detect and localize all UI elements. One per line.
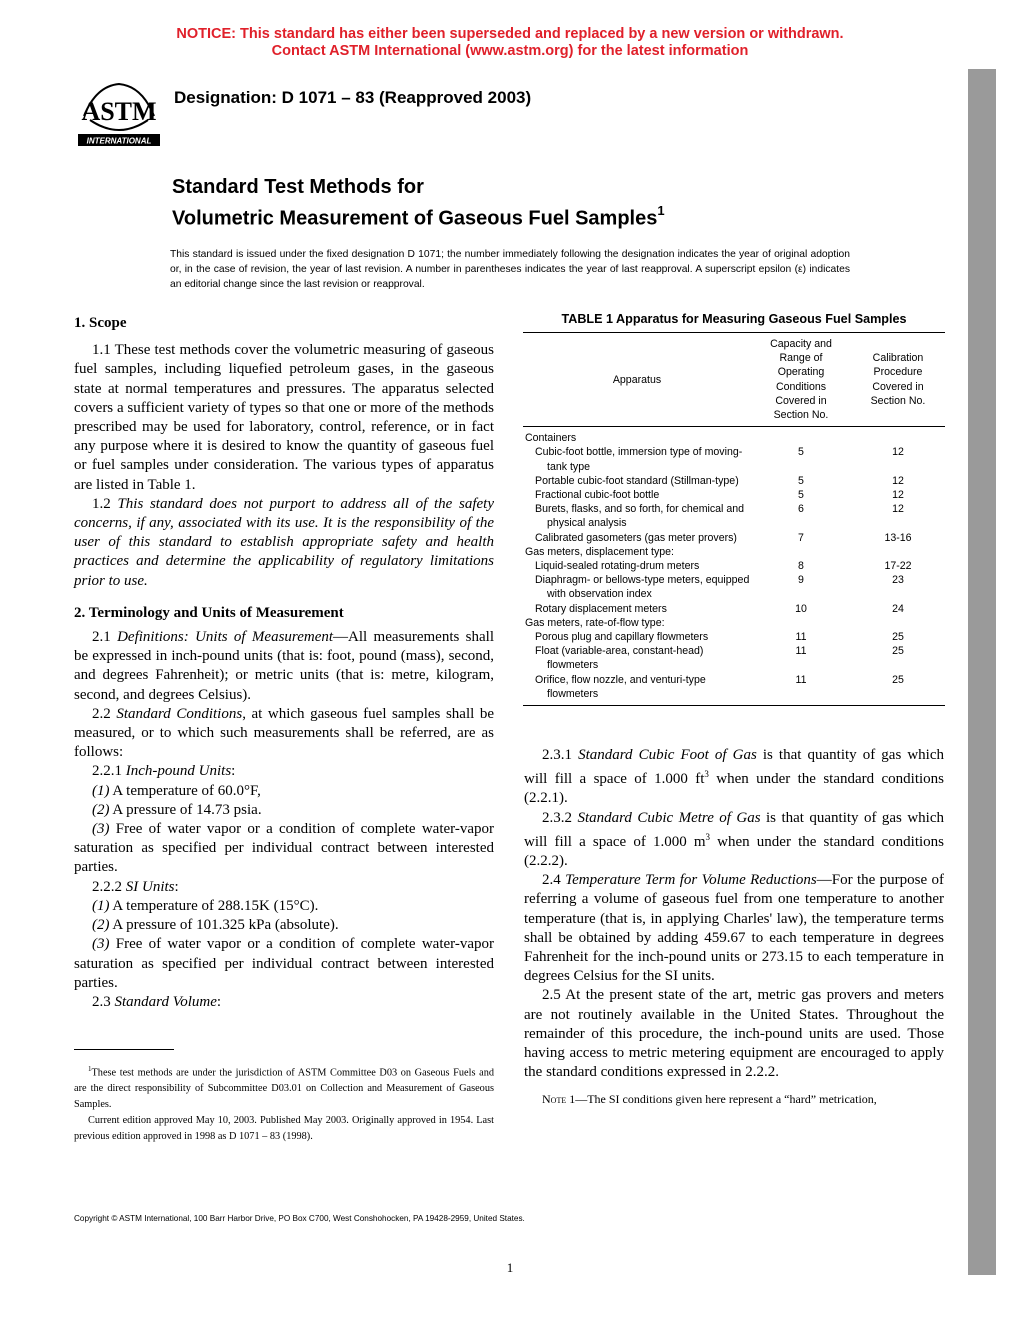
para-2-2-1 xyxy=(74,762,494,781)
left-column xyxy=(74,314,494,1012)
right-column xyxy=(524,746,944,1108)
apparatus-label: Diaphragm- or bellows-type meters, equipped with observation index xyxy=(535,574,750,601)
table-row xyxy=(523,673,945,706)
table-row xyxy=(523,573,945,601)
note-label: Note 1 xyxy=(542,1092,576,1107)
title-footnote-ref: 1 xyxy=(657,203,665,218)
page-margin-bar xyxy=(968,69,996,1275)
footnote-1 xyxy=(74,1061,494,1113)
para-2-4-number: 2.4 xyxy=(542,872,566,889)
col-header-calibration: Calibration Procedure Covered in Section No. xyxy=(851,333,945,427)
footnote-marker: 1 xyxy=(88,1065,92,1073)
para-2-3-1-number: 2.3.1 xyxy=(542,747,579,763)
calibration-section-cell xyxy=(851,545,945,559)
calibration-section-cell xyxy=(851,616,945,630)
section-2-heading: 2. Terminology and Units of Measurement xyxy=(74,604,344,621)
capacity-section-cell xyxy=(751,616,851,630)
para-2-3-2-number: 2.3.2 xyxy=(542,809,578,826)
para-1-1: 1.1 These test methods cover the volumetric measuring of gaseous fuel samples, including liquefied petroleum gases, in the gaseous state at normal temperatures and pressures. The apparatus selected covers a sufficient variety of types so that one or more of the methods prescribed may be used for laboratory, control, reference, or in fact any purpose where it is desired to know the quantity of gaseous fuel or fuel samples under consideration. The various types of apparatus are listed in Table 1. xyxy=(74,342,494,493)
table-row xyxy=(523,616,945,630)
calibration-section-cell: 25 xyxy=(892,631,904,644)
apparatus-label: Liquid-sealed rotating-drum meters xyxy=(535,560,700,573)
calibration-section-cell xyxy=(851,427,945,446)
para-2-2-1-number: 2.2.1 xyxy=(92,763,126,780)
capacity-section-cell xyxy=(751,545,851,559)
document-title xyxy=(172,175,665,232)
si-item-3 xyxy=(74,935,494,993)
note-text: —The SI conditions given here represent a “hard” metrication, xyxy=(575,1092,877,1107)
apparatus-cell xyxy=(523,644,751,672)
apparatus-label: Porous plug and capillary flowmeters xyxy=(535,631,709,644)
para-2-3-1 xyxy=(524,746,944,809)
item-number: (1) xyxy=(92,782,110,799)
table-row xyxy=(523,531,945,545)
capacity-section-cell: 5 xyxy=(798,446,804,459)
apparatus-cell xyxy=(523,673,751,706)
si-item-1 xyxy=(74,897,494,916)
para-2-5: 2.5 At the present state of the art, metric gas provers and meters are not routinely available in the United States. Throughout the remainder of this procedure, the inch-pound units are used. Those having access to metric metering equipment are encouraged to apply the standard conditions expressed in 2.2.2. xyxy=(524,987,944,1081)
para-1-2-number: 1.2 xyxy=(92,495,118,512)
para-2-2-2-term: SI Units xyxy=(125,878,175,895)
footnote-2: Current edition approved May 10, 2003. Published May 2003. Originally approved in 1954. Last previous edition approved in 1998 as D 1071 – 83 (1998). xyxy=(74,1115,494,1143)
para-2-1-term: Definitions: Units of Measurement xyxy=(117,629,334,646)
para-2-3-number: 2.3 xyxy=(92,993,115,1010)
apparatus-label: Cubic-foot bottle, immersion type of moving-tank type xyxy=(535,446,743,473)
logo-subtitle: INTERNATIONAL xyxy=(86,136,152,146)
capacity-section-cell: 5 xyxy=(798,489,804,502)
table-row xyxy=(523,502,945,530)
item-text: A pressure of 101.325 kPa (absolute). xyxy=(109,917,339,934)
para-1-2-text: This standard does not purport to address all of the safety concerns, if any, associated with its use. It is the responsibility of the user of this standard to establish appropriate safety and health practices and determine the applicability of regulatory limitations prior to use. xyxy=(74,495,495,589)
calibration-section-cell: 12 xyxy=(892,489,904,502)
apparatus-label: Float (variable-area, constant-head) flowmeters xyxy=(535,645,704,672)
para-2-2-2 xyxy=(74,878,494,897)
para-2-4-term: Temperature Term for Volume Reductions xyxy=(565,872,817,889)
capacity-section-cell: 7 xyxy=(798,531,804,544)
inch-pound-item-3 xyxy=(74,820,494,878)
title-line-2: Volumetric Measurement of Gaseous Fuel Samples xyxy=(172,207,658,230)
para-2-2-2-number: 2.2.2 xyxy=(92,878,126,895)
apparatus-cell xyxy=(523,502,751,530)
calibration-section-cell: 23 xyxy=(892,574,904,587)
para-1-2 xyxy=(74,495,494,591)
apparatus-label: Rotary displacement meters xyxy=(535,602,667,615)
para-2-3-term: Standard Volume xyxy=(114,993,217,1010)
calibration-section-cell: 13-16 xyxy=(884,531,912,544)
para-2-2-1-term: Inch-pound Units xyxy=(125,763,232,780)
superscript: 3 xyxy=(704,769,709,780)
apparatus-table xyxy=(523,312,945,706)
copyright-line: Copyright © ASTM International, 100 Barr Harbor Drive, PO Box C700, West Conshohocken, PA 19428-2959, United States. xyxy=(74,1214,525,1223)
apparatus-cell xyxy=(523,602,751,616)
para-2-3 xyxy=(74,993,494,1012)
capacity-section-cell: 10 xyxy=(795,602,807,615)
apparatus-cell xyxy=(523,630,751,644)
calibration-section-cell: 12 xyxy=(892,503,904,516)
para-2-3-1-term: Standard Cubic Foot of Gas xyxy=(578,747,757,763)
apparatus-cell xyxy=(523,559,751,573)
notice-line-2: Contact ASTM International (www.astm.org) for the latest information xyxy=(271,43,749,59)
inch-pound-item-2 xyxy=(74,801,494,820)
para-2-2-term: Standard Conditions xyxy=(116,705,243,722)
item-text: Free of water vapor or a condition of complete water-vapor saturation as specified per individual contract between interested parties. xyxy=(74,821,494,876)
table-title: TABLE 1 Apparatus for Measuring Gaseous Fuel Samples xyxy=(561,312,907,326)
apparatus-label: Portable cubic-foot standard (Stillman-type) xyxy=(535,474,739,487)
calibration-section-cell: 12 xyxy=(892,474,904,487)
table-row xyxy=(523,559,945,573)
item-text: A temperature of 288.15K (15°C). xyxy=(109,897,319,914)
para-2-1-number: 2.1 xyxy=(92,629,118,646)
issuance-statement: This standard is issued under the fixed designation D 1071; the number immediately following the designation indicates the year of original adoption or, in the case of revision, the year of last revision. A number in parentheses indicates the year of last reapproval. A superscript epsilon (ε) indicates an editorial change since the last revision or reapproval. xyxy=(170,249,850,290)
table-row xyxy=(523,488,945,502)
inch-pound-item-1 xyxy=(74,782,494,801)
calibration-section-cell: 17-22 xyxy=(884,560,912,573)
logo-mark: ASTM xyxy=(81,97,157,126)
capacity-section-cell: 11 xyxy=(795,631,807,644)
apparatus-label: Fractional cubic-foot bottle xyxy=(535,489,660,502)
item-number: (3) xyxy=(92,936,110,953)
table-row xyxy=(523,630,945,644)
apparatus-group-label: Containers xyxy=(525,432,577,445)
apparatus-cell xyxy=(523,616,751,630)
capacity-section-cell: 6 xyxy=(798,503,804,516)
apparatus-cell xyxy=(523,531,751,545)
designation: Designation: D 1071 – 83 (Reapproved 2003) xyxy=(174,88,532,107)
apparatus-label: Burets, flasks, and so forth, for chemical and physical analysis xyxy=(535,503,745,530)
para-2-3-2-text-end: when under the standard conditions (2.2.2). xyxy=(524,833,945,870)
para-2-3-1-text-end: when under the standard conditions (2.2.1). xyxy=(524,771,944,807)
para-2-3-2 xyxy=(524,809,944,872)
note-1 xyxy=(524,1090,944,1108)
col-header-capacity: Capacity and Range of Operating Conditions Covered in Section No. xyxy=(751,333,851,427)
para-2-3-1-text: is that quantity of gas which will fill a space of 1.000 ft xyxy=(524,747,945,788)
colon: : xyxy=(231,763,236,780)
apparatus-group-label: Gas meters, rate-of-flow type: xyxy=(525,616,665,629)
capacity-section-cell: 11 xyxy=(751,673,851,706)
capacity-section-cell: 9 xyxy=(798,574,804,587)
footnote-rule xyxy=(74,1049,174,1050)
para-2-2-text: , at which gaseous fuel samples shall be measured, or to which such measurements shall be referred, are as follows: xyxy=(74,705,495,761)
para-2-4 xyxy=(524,871,944,986)
title-line-1: Standard Test Methods for xyxy=(172,176,424,198)
item-text: Free of water vapor or a condition of complete water-vapor saturation as specified per individual contract between interested parties. xyxy=(74,936,494,991)
notice-line-1: NOTICE: This standard has either been superseded and replaced by a new version or withdrawn. xyxy=(176,26,844,42)
item-number: (1) xyxy=(92,897,110,914)
apparatus-table-grid xyxy=(523,332,945,706)
capacity-section-cell xyxy=(751,427,851,446)
table-row xyxy=(523,644,945,672)
table-row xyxy=(523,545,945,559)
para-2-3-2-term: Standard Cubic Metre of Gas xyxy=(577,809,761,826)
footnotes xyxy=(74,1061,494,1145)
calibration-section-cell: 25 xyxy=(851,673,945,706)
para-2-3-2-text: is that quantity of gas which will fill a space of 1.000 m xyxy=(524,809,944,850)
apparatus-cell xyxy=(523,427,751,446)
footnote-1-text: These test methods are under the jurisdiction of ASTM Committee D03 on Gaseous Fuels and are the direct responsibility of Subcommittee D03.01 on Collection and Measurement of Gaseous Samples. xyxy=(74,1067,494,1111)
para-2-2-number: 2.2 xyxy=(92,705,117,722)
item-text: A pressure of 14.73 psia. xyxy=(109,801,262,818)
col-header-apparatus: Apparatus xyxy=(523,333,751,427)
item-text: A temperature of 60.0°F, xyxy=(109,782,261,799)
item-number: (2) xyxy=(92,801,110,818)
superscript: 3 xyxy=(705,831,711,842)
apparatus-group-label: Gas meters, displacement type: xyxy=(525,545,674,558)
apparatus-cell xyxy=(523,474,751,488)
colon: : xyxy=(216,993,222,1010)
capacity-section-cell: 5 xyxy=(798,474,804,487)
capacity-section-cell: 11 xyxy=(795,645,807,658)
table-row xyxy=(523,602,945,616)
table-row xyxy=(523,445,945,473)
withdrawal-notice xyxy=(0,26,1020,60)
page-number: 1 xyxy=(506,1260,514,1275)
astm-logo xyxy=(76,80,162,150)
calibration-section-cell: 12 xyxy=(892,446,904,459)
para-2-2 xyxy=(74,705,494,763)
apparatus-label: Calibrated gasometers (gas meter provers) xyxy=(535,531,737,544)
apparatus-cell xyxy=(523,573,751,601)
si-item-2 xyxy=(74,916,494,935)
calibration-section-cell: 24 xyxy=(892,602,904,615)
apparatus-cell xyxy=(523,545,751,559)
section-1-heading: 1. Scope xyxy=(74,315,127,331)
table-row xyxy=(523,474,945,488)
apparatus-label: Orifice, flow nozzle, and venturi-type flowmeters xyxy=(535,673,706,700)
colon: : xyxy=(174,878,179,895)
calibration-section-cell: 25 xyxy=(892,645,904,658)
item-number: (3) xyxy=(92,821,110,838)
para-2-1 xyxy=(74,628,494,705)
apparatus-cell xyxy=(523,445,751,473)
para-2-1-text: —All measurements shall be expressed in inch-pound units (that is: foot, pound (mass), second, and degrees Fahrenheit); or metric units (that is: metre, kilogram, second, and degrees Celsius). xyxy=(74,629,495,703)
apparatus-cell xyxy=(523,488,751,502)
item-number: (2) xyxy=(92,917,110,934)
para-2-4-text: —For the purpose of referring a volume of gaseous fuel from one temperature to another temperature (that is, in applying Charles' law), the temperature terms shall be obtained by adding 459.67 to each temperature in degrees Fahrenheit for the inch-pound units or 273.15 to each temperature in degrees Celsius for the SI units. xyxy=(524,872,944,985)
table-row xyxy=(523,427,945,446)
capacity-section-cell: 8 xyxy=(798,560,804,573)
